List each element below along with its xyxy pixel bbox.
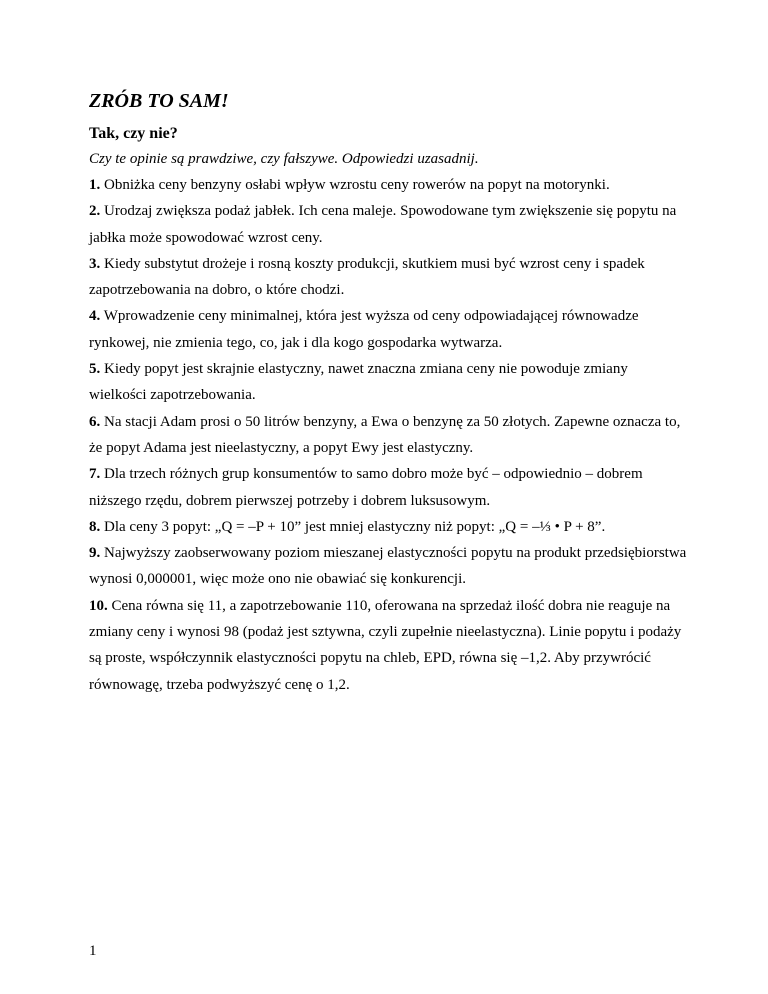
statement-text: Obniżka ceny benzyny osłabi wpływ wzrostu ceny rowerów na popyt na motorynki.: [100, 177, 610, 193]
statement-number: 3.: [89, 255, 101, 272]
statement-text: Na stacji Adam prosi o 50 litrów benzyny, a Ewa o benzynę za 50 złotych. Zapewne oznacza to, że popyt Adama jest nieelastyczny, a popyt Ewy jest elastyczny.: [89, 413, 681, 456]
statement-text: Dla ceny 3 popyt: „Q = –P + 10” jest mniej elastyczny niż popyt: „Q = –⅓ • P + 8”.: [100, 518, 606, 535]
document-content: [89, 90, 689, 698]
page-title: ZRÓB TO SAM!: [89, 90, 229, 112]
statement-item: [89, 461, 689, 514]
statement-text: Urodzaj zwiększa podaż jabłek. Ich cena maleje. Spowodowane tym zwiększenie się popytu na jabłka może spowodować wzrost ceny.: [89, 203, 677, 246]
statement-number: 6.: [89, 413, 101, 430]
statement-item: [89, 198, 689, 251]
statement-item: [89, 356, 689, 409]
statement-number: 1.: [89, 177, 101, 193]
statement-text: Cena równa się 11, a zapotrzebowanie 110, oferowana na sprzedaż ilość dobra nie reaguje na zmiany ceny i wynosi 98 (podaż jest sztywna, czyli zupełnie nieelastyczna). Linie popytu i podaży są proste, współczynnik elastyczności popytu na chleb, EPD, równa się –1,2. Aby przywrócić równowagę, trzeba podwyższyć cenę o 1,2.: [89, 597, 682, 693]
statement-number: 9.: [89, 545, 101, 562]
statement-text: Dla trzech różnych grup konsumentów to samo dobro może być – odpowiednio – dobrem niższego rzędu, dobrem pierwszej potrzeby i dobrem luksusowym.: [89, 466, 643, 509]
statement-item: [89, 251, 689, 304]
statement-number: 8.: [89, 518, 101, 535]
statement-number: 10.: [89, 597, 108, 614]
statement-item: [89, 303, 689, 356]
page-number: 1: [89, 943, 97, 959]
statement-item: [89, 540, 689, 593]
statement-text: Kiedy popyt jest skrajnie elastyczny, nawet znaczna zmiana ceny nie powoduje zmiany wielkości zapotrzebowania.: [89, 361, 628, 404]
statement-number: 2.: [89, 203, 101, 220]
statement-number: 7.: [89, 466, 101, 483]
statement-list: [89, 172, 689, 698]
statement-item: [89, 172, 689, 198]
statement-number: 5.: [89, 361, 101, 378]
statement-number: 4.: [89, 308, 101, 325]
statement-item: [89, 593, 689, 698]
section-subtitle: Tak, czy nie?: [89, 125, 178, 142]
statement-text: Wprowadzenie ceny minimalnej, która jest wyższa od ceny odpowiadającej równowadze rynkowej, nie zmienia tego, co, jak i dla kogo gospodarka wytwarza.: [89, 308, 639, 351]
statement-text: Kiedy substytut drożeje i rosną koszty produkcji, skutkiem musi być wzrost ceny i spadek zapotrzebowania na dobro, o które chodzi.: [89, 255, 645, 299]
statement-item: [89, 409, 689, 462]
instruction-text: Czy te opinie są prawdziwe, czy fałszywe. Odpowiedzi uzasadnij.: [89, 151, 479, 167]
statement-item: [89, 514, 689, 540]
statement-text: Najwyższy zaobserwowany poziom mieszanej elastyczności popytu na produkt przedsiębiorstwa wynosi 0,000001, więc może ono nie obawiać się konkurencji.: [89, 545, 687, 588]
